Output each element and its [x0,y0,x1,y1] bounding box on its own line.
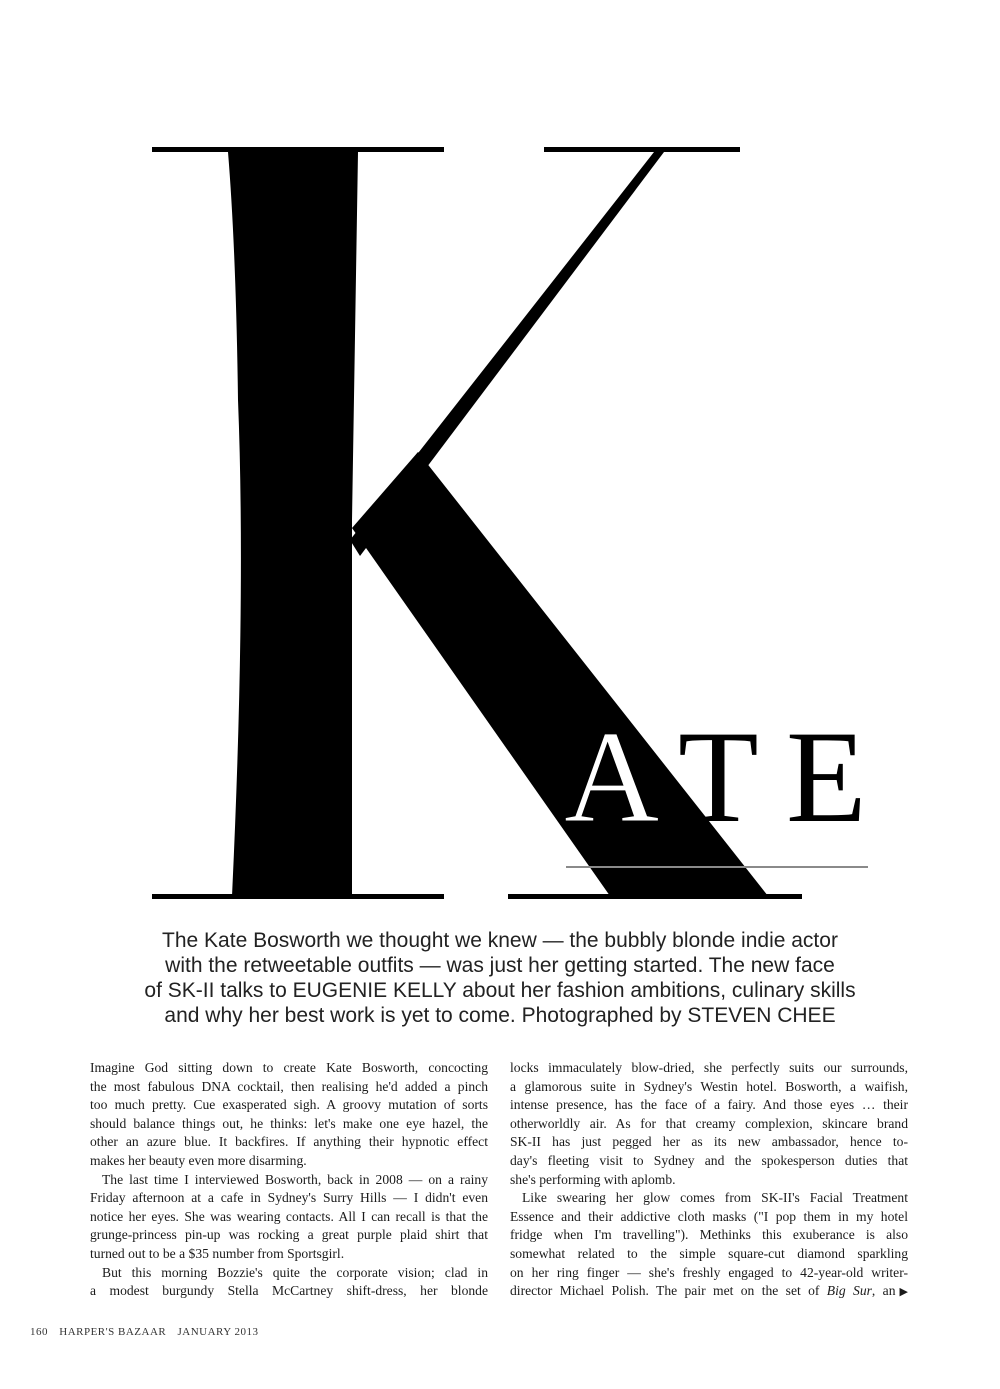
body-line: The last time I interviewed Bosworth, back in 2008 — on a rainy [102,1171,488,1187]
headline-letter-t: T [678,703,759,850]
body-line: too much pretty. Cue exasperated sigh. A groovy mutation of sorts [90,1097,488,1113]
body-line: otherworldly air. As for that creamy complexion, skincare brand [510,1115,908,1131]
body-line: makes her beauty even more disarming. [90,1152,307,1168]
body-line: a glamorous suite in Sydney's Westin hotel. Bosworth, a waifish, [510,1078,908,1094]
page-footer [30,1326,267,1338]
body-line: somewhat related to the simple square-cut diamond sparkling [510,1245,908,1261]
body-line: Imagine God sitting down to create Kate Bosworth, concocting [90,1060,488,1075]
body-line: fridge when I'm travelling"). Methinks this exuberance is also [510,1227,908,1243]
standfirst-line: with the retweetable outfits — was just her getting started. The new face [165,954,835,977]
body-line: turned out to be a $35 number from Sportsgirl. [90,1245,345,1261]
page-number: 160 [30,1326,48,1338]
body-line-final [510,1282,908,1301]
standfirst-line: and why her best work is yet to come. Photographed by STEVEN CHEE [164,1004,836,1027]
body-column-right [510,1059,908,1301]
k-bottom-serif [152,894,444,899]
body-line: notice her eyes. She was wearing contacts. All I can recall is that the [90,1208,488,1224]
issue-date: JANUARY 2013 [177,1326,259,1338]
headline-rest [560,703,880,850]
body-line: the most fabulous DNA cocktail, then realising he'd added a pinch [90,1078,488,1094]
k-leg-serif [508,894,802,899]
body-line: day's fleeting visit to Sydney and the spokesperson duties that [510,1152,908,1168]
film-title: Big Sur [826,1283,872,1299]
k-arm-serif [544,147,740,152]
k-top-serif [152,147,444,152]
body-line-final-text: director Michael Polish. The pair met on the set of [510,1283,820,1299]
body-line: SK-II has just pegged her as its new ambassador, hence to- [510,1134,908,1150]
body-line: she's performing with aplomb. [510,1171,676,1187]
body-line: should balance things out, he thinks: let's make one eye hazel, the [90,1115,488,1131]
continue-arrow-icon: ▶ [899,1285,908,1299]
body-line: Essence and their addictive cloth masks ("I pop them in my hotel [510,1208,908,1224]
body-column-left [90,1059,488,1301]
headline-letter-a: A [564,703,660,850]
k-stem [228,152,358,896]
body-line: Like swearing her glow comes from SK-II's Facial Treatment [522,1190,908,1206]
standfirst [100,928,900,1028]
body-line: locks immaculately blow-dried, she perfectly suits our surrounds, [510,1060,908,1075]
body-line-final-tail: , an [871,1283,896,1299]
body-line: a modest burgundy Stella McCartney shift-dress, her blonde [90,1283,488,1299]
magazine-name: HARPER'S BAZAAR [59,1326,167,1338]
standfirst-line: of SK-II talks to EUGENIE KELLY about her fashion ambitions, culinary skills [144,979,856,1002]
body-line: intense presence, has the face of a fairy. And those eyes … their [510,1097,908,1113]
body-line: other an azure blue. It backfires. If anything their hypnotic effect [90,1134,488,1150]
body-line: on her ring finger — she's freshly engaged to 42-year-old writer- [510,1264,908,1280]
body-columns [90,1059,912,1309]
body-line: grunge-princess pin-up was rocking a great purple plaid shirt that [90,1227,488,1243]
body-line: Friday afternoon at a cafe in Sydney's Surry Hills — I didn't even [90,1190,488,1206]
headline-letter-e: E [786,703,867,850]
headline-rule [566,866,868,868]
body-line: But this morning Bozzie's quite the corporate vision; clad in [102,1264,488,1280]
standfirst-line: The Kate Bosworth we thought we knew — the bubbly blonde indie actor [162,929,838,952]
